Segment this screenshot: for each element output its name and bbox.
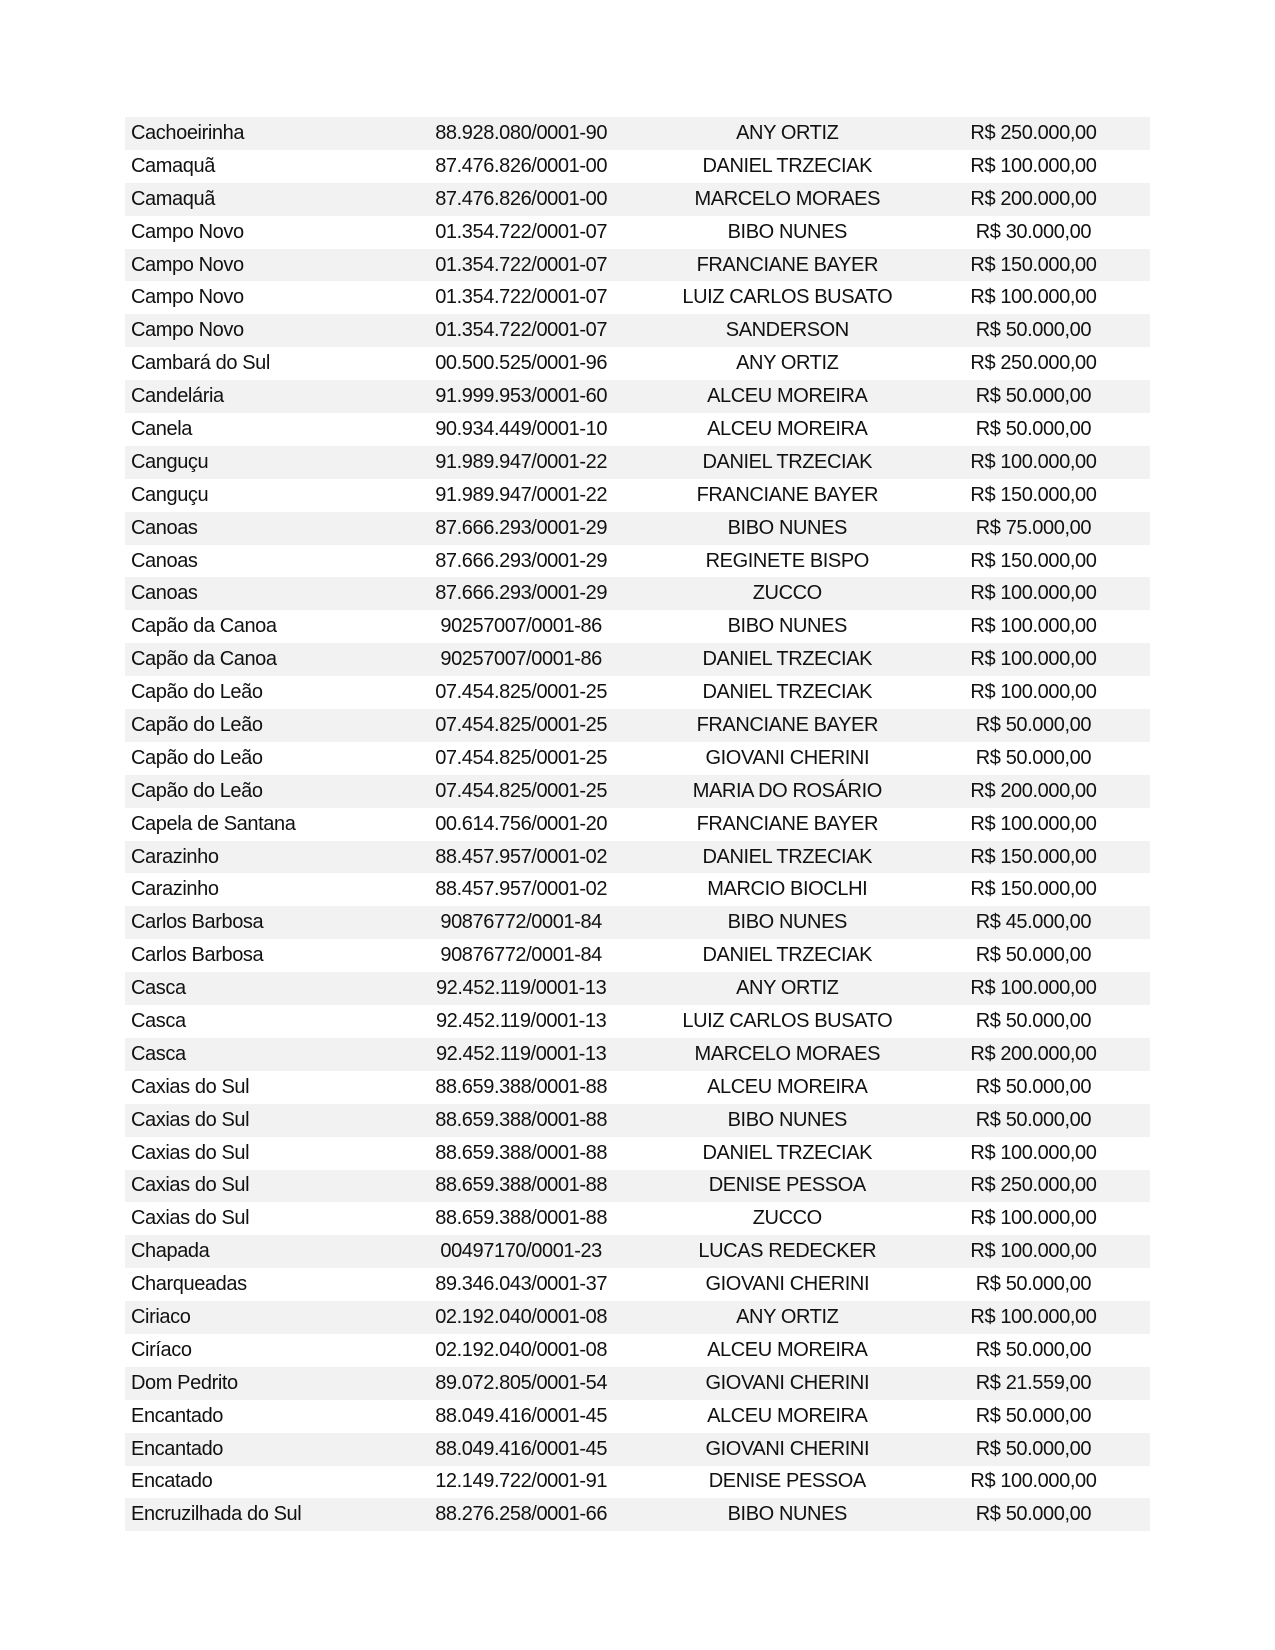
cnpj-cell: 87.666.293/0001-29	[435, 549, 608, 572]
municipality-cell: Dom Pedrito	[131, 1371, 238, 1394]
table-row	[125, 183, 1150, 216]
municipality-cell: Capão do Leão	[131, 746, 263, 769]
amount-cell: R$ 75.000,00	[975, 516, 1092, 539]
table-row	[125, 709, 1150, 742]
municipality-cell: Capão do Leão	[131, 713, 263, 736]
amount-cell: R$ 50.000,00	[975, 417, 1092, 440]
amount-cell: R$ 50.000,00	[975, 1273, 1092, 1296]
cnpj-cell: 90257007/0001-86	[440, 648, 602, 671]
deputy-cell: MARCELO MORAES	[694, 1042, 881, 1065]
table-row	[125, 1005, 1150, 1038]
table-row	[125, 1301, 1150, 1334]
deputy-cell: MARCELO MORAES	[694, 187, 881, 210]
cnpj-cell: 89.072.805/0001-54	[435, 1371, 608, 1394]
municipality-cell: Carazinho	[131, 845, 219, 868]
table-row	[125, 742, 1150, 775]
table-row	[125, 643, 1150, 676]
cnpj-cell: 90876772/0001-84	[440, 911, 602, 934]
amount-cell: R$ 50.000,00	[975, 713, 1092, 736]
municipality-cell: Encantado	[131, 1404, 224, 1427]
cnpj-cell: 90.934.449/0001-10	[435, 417, 608, 440]
municipality-cell: Casca	[131, 1009, 186, 1032]
amount-cell: R$ 100.000,00	[970, 648, 1097, 671]
table-row	[125, 1466, 1150, 1499]
amount-cell: R$ 50.000,00	[975, 1075, 1092, 1098]
municipality-cell: Encantado	[131, 1437, 224, 1460]
table-row	[125, 545, 1150, 578]
cnpj-cell: 88.659.388/0001-88	[435, 1174, 608, 1197]
deputy-cell: ALCEU MOREIRA	[707, 1338, 868, 1361]
deputy-cell: DANIEL TRZECIAK	[702, 1141, 873, 1164]
deputy-cell: BIBO NUNES	[727, 516, 847, 539]
municipality-cell: Campo Novo	[131, 253, 244, 276]
cnpj-cell: 88.457.957/0001-02	[435, 845, 608, 868]
municipality-cell: Caxias do Sul	[131, 1207, 250, 1230]
municipality-cell: Canguçu	[131, 483, 209, 506]
table-row	[125, 1170, 1150, 1203]
amount-cell: R$ 100.000,00	[970, 286, 1097, 309]
municipality-cell: Ciríaco	[131, 1338, 192, 1361]
amount-cell: R$ 50.000,00	[975, 1437, 1092, 1460]
deputy-cell: FRANCIANE BAYER	[696, 713, 879, 736]
municipality-cell: Camaquã	[131, 187, 215, 210]
cnpj-cell: 02.192.040/0001-08	[435, 1338, 608, 1361]
deputy-cell: DANIEL TRZECIAK	[702, 450, 873, 473]
municipality-cell: Candelária	[131, 385, 224, 408]
table-row	[125, 1334, 1150, 1367]
municipality-cell: Encatado	[131, 1470, 213, 1493]
cnpj-cell: 87.666.293/0001-29	[435, 582, 608, 605]
municipality-cell: Carlos Barbosa	[131, 911, 264, 934]
amount-cell: R$ 250.000,00	[970, 121, 1097, 144]
deputy-cell: ANY ORTIZ	[736, 1306, 839, 1328]
deputy-cell: LUIZ CARLOS BUSATO	[682, 1009, 893, 1032]
amount-cell: R$ 45.000,00	[975, 911, 1092, 934]
cnpj-cell: 01.354.722/0001-07	[435, 220, 608, 243]
cnpj-cell: 01.354.722/0001-07	[435, 253, 608, 276]
cnpj-cell: 01.354.722/0001-07	[435, 319, 608, 342]
cnpj-cell: 88.928.080/0001-90	[435, 121, 608, 144]
cnpj-cell: 12.149.722/0001-91	[435, 1470, 608, 1493]
table-row	[125, 1433, 1150, 1466]
table-row	[125, 1038, 1150, 1071]
table-row	[125, 1400, 1150, 1433]
cnpj-cell: 00497170/0001-23	[440, 1240, 602, 1263]
deputy-cell: DENISE PESSOA	[708, 1470, 866, 1493]
municipality-cell: Capão da Canoa	[131, 615, 277, 638]
amount-cell: R$ 21.559,00	[975, 1371, 1092, 1394]
municipality-cell: Capão do Leão	[131, 681, 263, 704]
table-row	[125, 808, 1150, 841]
municipality-cell: Encruzilhada do Sul	[131, 1503, 302, 1526]
municipality-cell: Casca	[131, 977, 186, 1000]
amount-cell: R$ 50.000,00	[975, 1404, 1092, 1427]
deputy-cell: ZUCCO	[752, 582, 822, 605]
amount-cell: R$ 100.000,00	[970, 450, 1097, 473]
municipality-cell: Campo Novo	[131, 220, 244, 243]
amount-cell: R$ 50.000,00	[975, 1108, 1092, 1131]
amount-cell: R$ 200.000,00	[970, 187, 1097, 210]
table-row	[125, 1104, 1150, 1137]
cnpj-cell: 07.454.825/0001-25	[435, 713, 608, 736]
cnpj-cell: 92.452.119/0001-13	[435, 977, 607, 1000]
municipality-cell: Carazinho	[131, 878, 219, 901]
table-row	[125, 117, 1150, 150]
amendments-table	[125, 117, 1150, 1531]
deputy-cell: ALCEU MOREIRA	[707, 385, 868, 408]
cnpj-cell: 91.989.947/0001-22	[435, 483, 608, 506]
table-row	[125, 1202, 1150, 1235]
amount-cell: R$ 50.000,00	[975, 1009, 1092, 1032]
table-row	[125, 380, 1150, 413]
deputy-cell: LUIZ CARLOS BUSATO	[682, 286, 893, 309]
deputy-cell: ZUCCO	[752, 1207, 822, 1230]
municipality-cell: Campo Novo	[131, 319, 244, 342]
deputy-cell: ANY ORTIZ	[736, 977, 839, 1000]
amount-cell: R$ 100.000,00	[970, 681, 1097, 704]
table-row	[125, 939, 1150, 972]
deputy-cell: GIOVANI CHERINI	[705, 746, 870, 769]
deputy-cell: GIOVANI CHERINI	[705, 1273, 870, 1296]
table-row	[125, 1498, 1150, 1531]
cnpj-cell: 88.049.416/0001-45	[435, 1437, 608, 1460]
municipality-cell: Canguçu	[131, 450, 209, 473]
cnpj-cell: 87.476.826/0001-00	[435, 154, 608, 177]
table-row	[125, 775, 1150, 808]
amount-cell: R$ 100.000,00	[970, 812, 1097, 835]
table-row	[125, 1235, 1150, 1268]
cnpj-cell: 07.454.825/0001-25	[435, 746, 608, 769]
cnpj-cell: 07.454.825/0001-25	[435, 779, 608, 802]
cnpj-cell: 92.452.119/0001-13	[435, 1009, 607, 1032]
cnpj-cell: 87.666.293/0001-29	[435, 516, 608, 539]
amount-cell: R$ 100.000,00	[970, 615, 1097, 638]
table-row	[125, 1137, 1150, 1170]
deputy-cell: MARCIO BIOCLHI	[707, 878, 868, 901]
deputy-cell: MARIA DO ROSÁRIO	[692, 779, 882, 802]
table-row	[125, 413, 1150, 446]
cnpj-cell: 00.614.756/0001-20	[435, 812, 608, 835]
cnpj-cell: 88.659.388/0001-88	[435, 1141, 608, 1164]
municipality-cell: Cachoeirinha	[131, 121, 245, 144]
cnpj-cell: 88.659.388/0001-88	[435, 1108, 608, 1131]
amount-cell: R$ 100.000,00	[970, 977, 1097, 1000]
cnpj-cell: 92.452.119/0001-13	[435, 1042, 607, 1065]
municipality-cell: Caxias do Sul	[131, 1174, 250, 1197]
deputy-cell: DANIEL TRZECIAK	[702, 944, 873, 967]
amount-cell: R$ 150.000,00	[970, 549, 1097, 572]
amount-cell: R$ 100.000,00	[970, 1207, 1097, 1230]
table-row	[125, 281, 1150, 314]
table-row	[125, 676, 1150, 709]
amount-cell: R$ 50.000,00	[975, 385, 1092, 408]
municipality-cell: Campo Novo	[131, 286, 244, 309]
deputy-cell: FRANCIANE BAYER	[696, 483, 879, 506]
table-row	[125, 347, 1150, 380]
municipality-cell: Canoas	[131, 582, 198, 605]
amount-cell: R$ 100.000,00	[970, 1306, 1097, 1328]
table-row	[125, 479, 1150, 512]
municipality-cell: Canoas	[131, 549, 198, 572]
deputy-cell: ALCEU MOREIRA	[707, 1075, 868, 1098]
table-row	[125, 577, 1150, 610]
amount-cell: R$ 100.000,00	[970, 1470, 1097, 1493]
municipality-cell: Casca	[131, 1042, 186, 1065]
deputy-cell: BIBO NUNES	[727, 1503, 847, 1526]
deputy-cell: ALCEU MOREIRA	[707, 1404, 868, 1427]
deputy-cell: DANIEL TRZECIAK	[702, 154, 873, 177]
amount-cell: R$ 200.000,00	[970, 1042, 1097, 1065]
cnpj-cell: 02.192.040/0001-08	[435, 1306, 608, 1328]
deputy-cell: BIBO NUNES	[727, 911, 847, 934]
amount-cell: R$ 100.000,00	[970, 1240, 1097, 1263]
deputy-cell: FRANCIANE BAYER	[696, 253, 879, 276]
municipality-cell: Caxias do Sul	[131, 1141, 250, 1164]
amount-cell: R$ 250.000,00	[970, 352, 1097, 375]
cnpj-cell: 01.354.722/0001-07	[435, 286, 608, 309]
cnpj-cell: 88.457.957/0001-02	[435, 878, 608, 901]
amount-cell: R$ 150.000,00	[970, 878, 1097, 901]
deputy-cell: ANY ORTIZ	[736, 121, 839, 144]
deputy-cell: DENISE PESSOA	[708, 1174, 866, 1197]
amount-cell: R$ 200.000,00	[970, 779, 1097, 802]
table-row	[125, 1268, 1150, 1301]
amount-cell: R$ 250.000,00	[970, 1174, 1097, 1197]
municipality-cell: Caxias do Sul	[131, 1075, 250, 1098]
table-row	[125, 216, 1150, 249]
cnpj-cell: 91.989.947/0001-22	[435, 450, 608, 473]
deputy-cell: BIBO NUNES	[727, 615, 847, 638]
amount-cell: R$ 100.000,00	[970, 1141, 1097, 1164]
deputy-cell: ALCEU MOREIRA	[707, 417, 868, 440]
deputy-cell: BIBO NUNES	[727, 220, 847, 243]
table-row	[125, 1367, 1150, 1400]
amount-cell: R$ 50.000,00	[975, 944, 1092, 967]
municipality-cell: Capão do Leão	[131, 779, 263, 802]
municipality-cell: Canela	[131, 417, 192, 440]
municipality-cell: Ciriaco	[131, 1306, 191, 1328]
municipality-cell: Camaquã	[131, 154, 215, 177]
table-row	[125, 249, 1150, 282]
amount-cell: R$ 150.000,00	[970, 483, 1097, 506]
cnpj-cell: 88.659.388/0001-88	[435, 1207, 608, 1230]
table-row	[125, 150, 1150, 183]
deputy-cell: ANY ORTIZ	[736, 352, 839, 375]
table-body	[125, 117, 1150, 1531]
table-row	[125, 906, 1150, 939]
amount-cell: R$ 100.000,00	[970, 154, 1097, 177]
cnpj-cell: 00.500.525/0001-96	[435, 352, 608, 375]
table-row	[125, 1071, 1150, 1104]
amount-cell: R$ 50.000,00	[975, 746, 1092, 769]
table-row	[125, 512, 1150, 545]
cnpj-cell: 87.476.826/0001-00	[435, 187, 608, 210]
cnpj-cell: 07.454.825/0001-25	[435, 681, 608, 704]
amount-cell: R$ 50.000,00	[975, 1503, 1092, 1526]
deputy-cell: LUCAS REDECKER	[698, 1240, 877, 1263]
deputy-cell: GIOVANI CHERINI	[705, 1437, 870, 1460]
municipality-cell: Capão da Canoa	[131, 648, 277, 671]
cnpj-cell: 90257007/0001-86	[440, 615, 602, 638]
amount-cell: R$ 150.000,00	[970, 253, 1097, 276]
amount-cell: R$ 50.000,00	[975, 319, 1092, 342]
municipality-cell: Charqueadas	[131, 1273, 247, 1296]
deputy-cell: BIBO NUNES	[727, 1108, 847, 1131]
deputy-cell: SANDERSON	[725, 319, 849, 342]
deputy-cell: FRANCIANE BAYER	[696, 812, 879, 835]
municipality-cell: Capela de Santana	[131, 812, 296, 835]
cnpj-cell: 90876772/0001-84	[440, 944, 602, 967]
municipality-cell: Carlos Barbosa	[131, 944, 264, 967]
cnpj-cell: 91.999.953/0001-60	[435, 385, 608, 408]
table-row	[125, 446, 1150, 479]
table-row	[125, 873, 1150, 906]
cnpj-cell: 89.346.043/0001-37	[435, 1273, 608, 1296]
municipality-cell: Cambará do Sul	[131, 352, 270, 375]
deputy-cell: REGINETE BISPO	[705, 549, 869, 572]
municipality-cell: Caxias do Sul	[131, 1108, 250, 1131]
cnpj-cell: 88.049.416/0001-45	[435, 1404, 608, 1427]
table-row	[125, 610, 1150, 643]
amount-cell: R$ 150.000,00	[970, 845, 1097, 868]
deputy-cell: DANIEL TRZECIAK	[702, 648, 873, 671]
amount-cell: R$ 50.000,00	[975, 1338, 1092, 1361]
cnpj-cell: 88.276.258/0001-66	[435, 1503, 608, 1526]
amount-cell: R$ 100.000,00	[970, 582, 1097, 605]
municipality-cell: Canoas	[131, 516, 198, 539]
cnpj-cell: 88.659.388/0001-88	[435, 1075, 608, 1098]
municipality-cell: Chapada	[131, 1240, 210, 1263]
table-row	[125, 314, 1150, 347]
table-row	[125, 972, 1150, 1005]
table-row	[125, 841, 1150, 874]
amount-cell: R$ 30.000,00	[975, 220, 1092, 243]
deputy-cell: DANIEL TRZECIAK	[702, 845, 873, 868]
deputy-cell: DANIEL TRZECIAK	[702, 681, 873, 704]
deputy-cell: GIOVANI CHERINI	[705, 1371, 870, 1394]
